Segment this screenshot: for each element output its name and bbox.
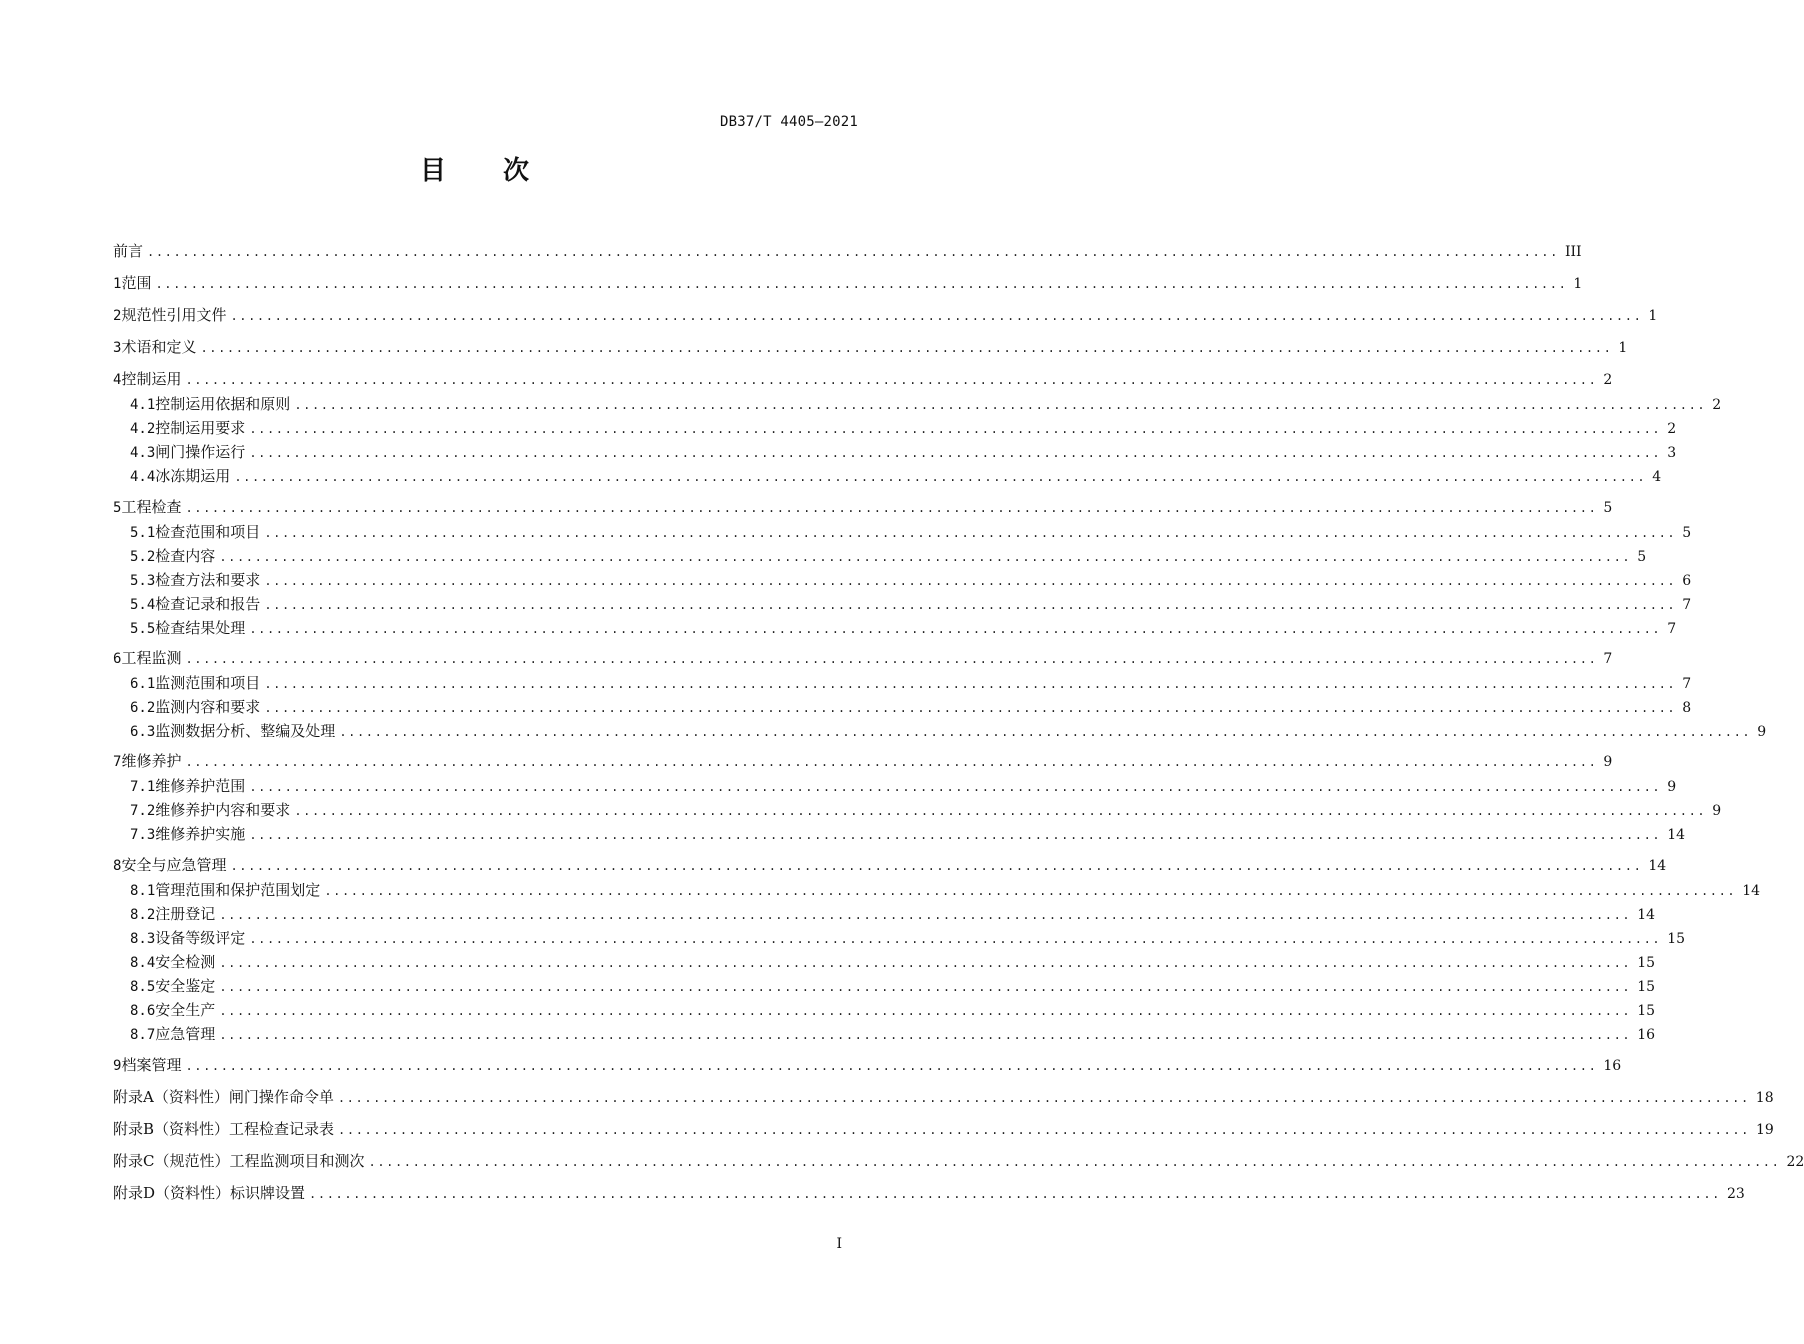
toc-entry-number: 8 [113, 858, 122, 874]
toc-entry-number: 附录B（资料性） [113, 1120, 230, 1138]
toc-entry-title: 检查结果处理 [155, 619, 246, 637]
page-title [0, 150, 950, 187]
toc-entry-title: 工程检查记录表 [229, 1120, 335, 1138]
toc-entry[interactable] [130, 393, 1722, 415]
toc-entry-page: III [1564, 244, 1582, 260]
toc-entry-title: 设备等级评定 [155, 929, 246, 947]
toc-entry-title: 检查范围和项目 [155, 523, 261, 541]
toc-entry-title: 工程检查 [121, 498, 182, 516]
toc-leader-dots: ................................................................................................................................................................ [249, 828, 1662, 842]
toc-entry-number: 9 [113, 1058, 122, 1074]
toc-entry-title: 检查记录和报告 [155, 595, 261, 613]
toc-entry-page: 14 [1667, 827, 1686, 843]
toc-entry-number: 6 [113, 651, 122, 667]
toc-leader-dots: ................................................................................................................................................................ [249, 422, 1662, 436]
toc-entry[interactable] [130, 879, 1761, 901]
toc-entry-title: 检查方法和要求 [155, 571, 261, 589]
toc-entry-title: 闸门操作命令单 [228, 1088, 334, 1106]
toc-entry-number: 5.4 [130, 597, 156, 613]
toc-entry[interactable] [113, 336, 1628, 358]
toc-leader-dots: ................................................................................................................................................................ [294, 398, 1707, 412]
page-number: I [836, 1236, 842, 1252]
toc-entry[interactable] [130, 951, 1656, 973]
toc-entry[interactable] [130, 975, 1656, 997]
document-code: DB37/T 4405—2021 [719, 114, 858, 130]
toc-leader-dots: ................................................................................................................................................................ [185, 501, 1598, 515]
title-part-2: 次 [503, 156, 531, 186]
toc-entry-page: 2 [1712, 397, 1722, 413]
toc-entry-title: 检查内容 [155, 547, 216, 565]
toc-entry-number: 6.1 [130, 676, 156, 692]
toc-entry-page: 16 [1603, 1058, 1622, 1074]
toc-entry-number: 8.7 [130, 1027, 156, 1043]
toc-entry[interactable] [130, 999, 1656, 1021]
toc-entry-title: 前言 [113, 242, 144, 260]
toc-leader-dots: ................................................................................................................................................................ [147, 245, 1559, 259]
toc-entry-page: 7 [1682, 597, 1692, 613]
toc-entry-page: 5 [1682, 525, 1692, 541]
toc-entry-title: 标识牌设置 [230, 1184, 306, 1202]
toc-entry-number: 1 [113, 276, 122, 292]
toc-entry-title: 监测范围和项目 [155, 674, 261, 692]
toc-entry[interactable] [130, 569, 1692, 591]
toc-entry-number: 5 [113, 500, 122, 516]
toc-entry-title: 档案管理 [121, 1056, 182, 1074]
toc-entry-number: 5.2 [130, 549, 156, 565]
toc-entry-page: 9 [1603, 754, 1613, 770]
toc-leader-dots: ................................................................................................................................................................ [294, 804, 1707, 818]
toc-entry[interactable] [130, 465, 1662, 487]
toc-leader-dots: ................................................................................................................................................................ [264, 598, 1677, 612]
toc-entry-page: 14 [1648, 858, 1667, 874]
toc-entry-page: 14 [1742, 883, 1761, 899]
toc-entry-title: 控制运用依据和原则 [155, 395, 291, 413]
toc-entry-page: 5 [1637, 549, 1647, 565]
toc-leader-dots: ................................................................................................................................................................ [264, 526, 1677, 540]
toc-entry[interactable] [130, 775, 1677, 797]
toc-entry[interactable] [130, 927, 1686, 949]
toc-leader-dots: ................................................................................................................................................................ [230, 309, 1643, 323]
toc-entry[interactable] [113, 647, 1613, 669]
toc-entry-page: 9 [1667, 779, 1677, 795]
toc-entry[interactable] [113, 854, 1667, 876]
toc-entry-number: 2 [113, 308, 122, 324]
toc-entry-number: 8.6 [130, 1003, 156, 1019]
title-part-1: 目 [419, 156, 447, 186]
toc-entry-number: 7.2 [130, 803, 156, 819]
toc-entry-title: 控制运用要求 [155, 419, 246, 437]
toc-entry[interactable] [113, 304, 1658, 326]
toc-leader-dots: ................................................................................................................................................................ [249, 932, 1662, 946]
toc-entry[interactable] [113, 368, 1613, 390]
toc-entry-page: 9 [1712, 803, 1722, 819]
toc-entry-title: 工程监测 [121, 649, 182, 667]
toc-entry-title: 维修养护范围 [155, 777, 246, 795]
toc-leader-dots: ................................................................................................................................................................ [264, 574, 1677, 588]
toc-entry-title: 工程监测项目和测次 [229, 1152, 365, 1170]
toc-entry[interactable] [130, 672, 1692, 694]
toc-entry-page: 9 [1757, 724, 1767, 740]
toc-leader-dots: ................................................................................................................................................................ [185, 1059, 1598, 1073]
toc-entry-title: 注册登记 [155, 905, 216, 923]
toc-entry-page: 1 [1648, 308, 1658, 324]
toc-entry[interactable] [113, 496, 1613, 518]
toc-entry-page: 2 [1603, 372, 1613, 388]
toc-entry-page: 7 [1667, 621, 1677, 637]
toc-entry-number: 4.1 [130, 397, 156, 413]
toc-entry-page: 2 [1667, 421, 1677, 437]
toc-entry-page: 4 [1652, 469, 1662, 485]
toc-entry-page: 1 [1573, 276, 1583, 292]
toc-entry-title: 规范性引用文件 [121, 306, 227, 324]
toc-leader-dots: ................................................................................................................................................................ [337, 1091, 1750, 1105]
toc-entry-page: 18 [1755, 1090, 1774, 1106]
toc-entry[interactable] [113, 1150, 1804, 1172]
toc-leader-dots: ................................................................................................................................................................ [219, 980, 1632, 994]
toc-entry-title: 控制运用 [121, 370, 182, 388]
toc-entry-page: 7 [1682, 676, 1692, 692]
toc-leader-dots: ................................................................................................................................................................ [249, 622, 1662, 636]
toc-entry-page: 19 [1755, 1122, 1774, 1138]
toc-entry[interactable] [130, 617, 1677, 639]
toc-leader-dots: ................................................................................................................................................................ [264, 677, 1677, 691]
toc-entry-title: 冰冻期运用 [155, 467, 231, 485]
toc-entry[interactable] [113, 750, 1613, 772]
toc-entry-number: 4.2 [130, 421, 156, 437]
toc-entry[interactable] [113, 1182, 1745, 1204]
toc-entry-title: 安全生产 [155, 1001, 216, 1019]
toc-leader-dots: ................................................................................................................................................................ [249, 780, 1662, 794]
toc-entry-page: 23 [1726, 1186, 1745, 1202]
toc-leader-dots: ................................................................................................................................................................ [309, 1187, 1721, 1201]
toc-entry[interactable] [130, 441, 1677, 463]
toc-entry[interactable] [130, 696, 1692, 718]
toc-leader-dots: ................................................................................................................................................................ [219, 908, 1632, 922]
toc-entry-title: 安全与应急管理 [121, 856, 227, 874]
toc-entry-number: 4.4 [130, 469, 156, 485]
toc-entry-number: 附录A（资料性） [113, 1088, 229, 1106]
toc-entry-number: 8.4 [130, 955, 156, 971]
toc-leader-dots: ................................................................................................................................................................ [338, 1123, 1750, 1137]
toc-entry-title: 闸门操作运行 [155, 443, 246, 461]
toc-entry-number: 7.3 [130, 827, 156, 843]
toc-entry-title: 安全鉴定 [155, 977, 216, 995]
toc-leader-dots: ................................................................................................................................................................ [324, 884, 1737, 898]
toc-entry-number: 3 [113, 340, 122, 356]
toc-leader-dots: ................................................................................................................................................................ [219, 550, 1632, 564]
toc-entry-number: 附录C（规范性） [113, 1152, 230, 1170]
toc-leader-dots: ................................................................................................................................................................ [234, 470, 1647, 484]
toc-entry-page: 3 [1667, 445, 1677, 461]
toc-entry-title: 监测数据分析、整编及处理 [155, 722, 336, 740]
toc-entry[interactable] [130, 545, 1647, 567]
toc-entry[interactable] [130, 1023, 1656, 1045]
toc-entry-number: 5.3 [130, 573, 156, 589]
toc-entry-page: 5 [1603, 500, 1613, 516]
toc-leader-dots: ................................................................................................................................................................ [264, 701, 1677, 715]
toc-entry-number: 8.3 [130, 931, 156, 947]
toc-entry[interactable] [130, 417, 1677, 439]
toc-leader-dots: ................................................................................................................................................................ [368, 1155, 1781, 1169]
toc-entry[interactable] [113, 1118, 1774, 1140]
toc-entry-page: 8 [1682, 700, 1692, 716]
toc-entry-number: 7 [113, 754, 122, 770]
toc-entry-number: 6.3 [130, 724, 156, 740]
toc-entry-page: 15 [1637, 955, 1656, 971]
toc-entry-title: 维修养护内容和要求 [155, 801, 291, 819]
toc-entry[interactable] [130, 593, 1692, 615]
toc-entry[interactable] [113, 1054, 1622, 1076]
toc-entry-number: 4 [113, 372, 122, 388]
toc-entry[interactable] [113, 240, 1582, 262]
toc-leader-dots: ................................................................................................................................................................ [219, 956, 1632, 970]
toc-entry-number: 5.5 [130, 621, 156, 637]
toc-entry-title: 应急管理 [155, 1025, 216, 1043]
toc-entry-number: 8.1 [130, 883, 156, 899]
toc-entry-page: 14 [1637, 907, 1656, 923]
toc-leader-dots: ................................................................................................................................................................ [200, 341, 1613, 355]
toc-entry-page: 7 [1603, 651, 1613, 667]
toc-entry-number: 附录D（资料性） [113, 1184, 231, 1202]
toc-leader-dots: ................................................................................................................................................................ [230, 859, 1643, 873]
toc-entry-page: 15 [1667, 931, 1686, 947]
toc-entry-title: 安全检测 [155, 953, 216, 971]
toc-entry-number: 5.1 [130, 525, 156, 541]
toc-leader-dots: ................................................................................................................................................................ [339, 725, 1752, 739]
toc-leader-dots: ................................................................................................................................................................ [185, 755, 1598, 769]
toc-entry[interactable] [130, 521, 1692, 543]
toc-entry-page: 16 [1637, 1027, 1656, 1043]
toc-leader-dots: ................................................................................................................................................................ [155, 277, 1568, 291]
toc-entry-title: 管理范围和保护范围划定 [155, 881, 321, 899]
toc-entry-number: 8.5 [130, 979, 156, 995]
toc-entry-page: 6 [1682, 573, 1692, 589]
toc-entry-number: 4.3 [130, 445, 156, 461]
toc-leader-dots: ................................................................................................................................................................ [185, 373, 1598, 387]
toc-leader-dots: ................................................................................................................................................................ [185, 652, 1598, 666]
toc-leader-dots: ................................................................................................................................................................ [219, 1028, 1632, 1042]
toc-entry-title: 维修养护 [121, 752, 182, 770]
toc-entry[interactable] [130, 823, 1686, 845]
toc-entry-page: 22 [1786, 1154, 1804, 1170]
toc-entry-title: 范围 [121, 274, 152, 292]
toc-entry-page: 1 [1618, 340, 1628, 356]
toc-leader-dots: ................................................................................................................................................................ [249, 446, 1662, 460]
toc-entry-page: 15 [1637, 979, 1656, 995]
toc-entry[interactable] [130, 903, 1656, 925]
toc-entry[interactable] [130, 799, 1722, 821]
toc-entry-title: 维修养护实施 [155, 825, 246, 843]
toc-entry-number: 6.2 [130, 700, 156, 716]
toc-entry-title: 监测内容和要求 [155, 698, 261, 716]
toc-entry[interactable] [130, 720, 1767, 742]
toc-leader-dots: ................................................................................................................................................................ [219, 1004, 1632, 1018]
toc-entry[interactable] [113, 1086, 1774, 1108]
toc-entry-number: 7.1 [130, 779, 156, 795]
toc-entry-title: 术语和定义 [121, 338, 197, 356]
toc-entry[interactable] [113, 272, 1583, 294]
toc-entry-page: 15 [1637, 1003, 1656, 1019]
toc-entry-number: 8.2 [130, 907, 156, 923]
